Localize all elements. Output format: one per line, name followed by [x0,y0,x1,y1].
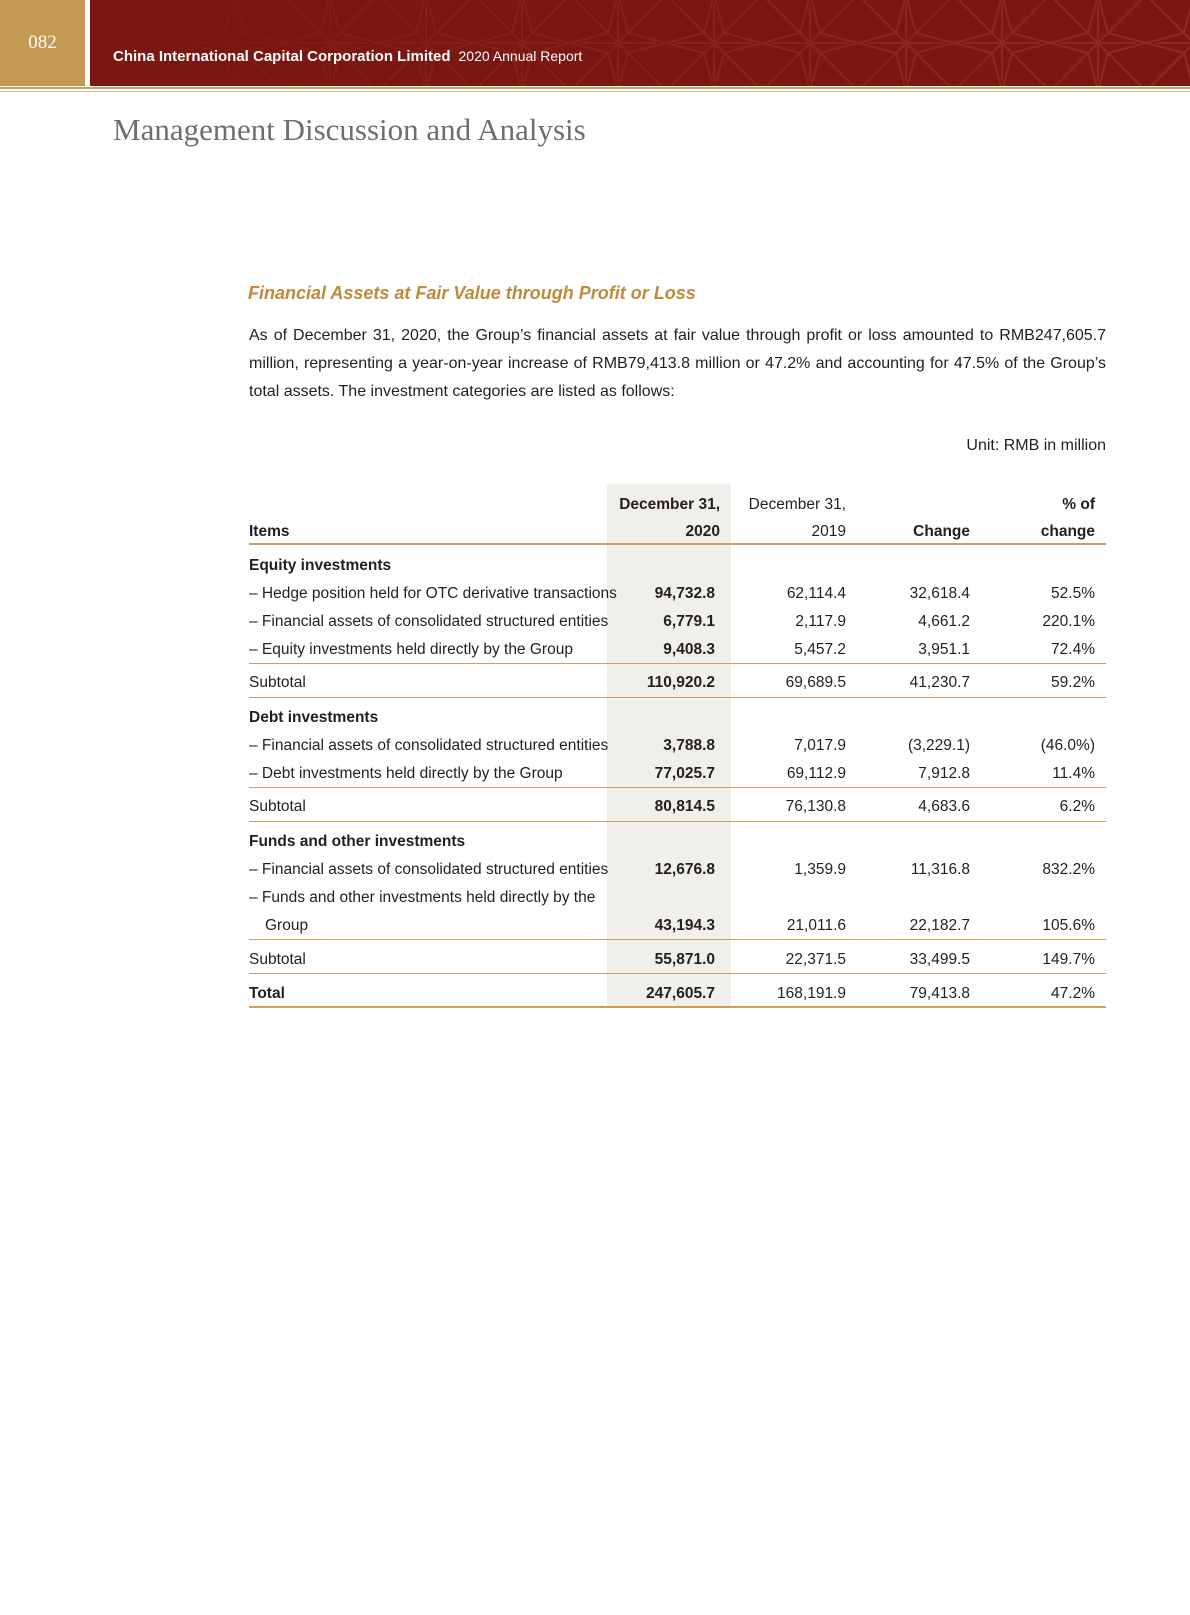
row-rule [249,663,1106,664]
value-pct: 6.2% [1059,798,1095,815]
value-change: 41,230.7 [909,674,970,691]
value-pct: 832.2% [1042,861,1095,878]
row-rule [249,939,1106,940]
value-pct: 149.7% [1042,951,1095,968]
value-change: 32,618.4 [909,585,970,602]
row-rule [249,821,1106,822]
value-2020: 12,676.8 [654,861,715,878]
value-2019: 69,689.5 [785,674,846,691]
value-2020: 80,814.5 [654,798,715,815]
company-name: China International Capital Corporation Limited [113,48,451,65]
value-change: 7,912.8 [918,765,970,782]
value-2019: 1,359.9 [794,861,846,878]
header-banner [90,0,1190,86]
header-pct-line2: change [1040,523,1095,540]
value-2019: 69,112.9 [786,765,846,782]
value-change: 79,413.8 [909,985,970,1002]
value-2019: 22,371.5 [785,951,846,968]
row-label: Debt investments [249,709,379,726]
value-2020: 6,779.1 [663,613,715,630]
table-row [249,608,1106,636]
header-pct-line1: % of [1062,496,1095,513]
report-name: 2020 Annual Report [458,48,583,64]
value-2019: 2,117.9 [795,613,846,630]
table-row [249,856,1106,884]
value-pct: 105.6% [1042,917,1095,934]
row-label: – Funds and other investments held directly by the [249,889,596,906]
row-label: Subtotal [249,951,306,968]
table-row [249,884,1106,912]
row-label: Subtotal [249,798,306,815]
value-2019: 5,457.2 [794,641,846,658]
value-2020: 77,025.7 [654,765,715,782]
table-row [249,552,1106,580]
subtotal-row [249,946,1106,974]
row-rule [249,697,1106,698]
value-2019: 62,114.4 [786,585,846,602]
value-2020: 43,194.3 [654,917,715,934]
row-label: – Hedge position held for OTC derivative transactions [249,585,617,602]
unit-label: Unit: RMB in million [966,437,1106,454]
table-row [249,912,1106,940]
value-2020: 9,408.3 [663,641,715,658]
value-change: (3,229.1) [907,737,970,754]
header-dec-2019-line2: 2019 [811,523,846,540]
header-rule-thin [0,91,1190,92]
value-change: 33,499.5 [909,951,970,968]
intro-paragraph: As of December 31, 2020, the Group’s financial assets at fair value through profit or loss amounted to RMB247,605.7 million, representing a year-on-year increase of RMB79,413.8 million or 47.2% and accounting for 47.5% of the Group’s total assets. The investment categories are listed as follows: [249,327,1106,400]
value-pct: 11.4% [1052,765,1095,782]
header-dec-2020-line1: December 31, [619,496,720,513]
value-pct: 220.1% [1042,613,1095,630]
row-label: Funds and other investments [249,833,466,850]
row-label: – Equity investments held directly by the Group [249,641,573,658]
row-label: – Financial assets of consolidated structured entities [249,861,609,878]
subtotal-row [249,793,1106,821]
row-rule [249,973,1106,974]
row-label: – Financial assets of consolidated structured entities [249,613,609,630]
row-label: Equity investments [249,557,392,574]
value-change: 3,951.1 [918,641,970,658]
value-2019: 168,191.9 [777,985,846,1002]
header-items: Items [249,523,290,540]
value-2020: 247,605.7 [646,985,715,1002]
header-rule [0,87,1190,89]
table-row [249,760,1106,788]
row-label: Group [265,917,309,934]
table-row [249,580,1106,608]
value-2020: 94,732.8 [654,585,715,602]
value-2020: 110,920.2 [646,674,715,691]
table-row [249,636,1106,664]
total-row [249,980,1106,1008]
value-pct: 52.5% [1051,585,1095,602]
page-header [0,0,1190,86]
value-pct: 47.2% [1051,985,1095,1002]
row-label: – Debt investments held directly by the Group [249,765,563,782]
row-label: – Financial assets of consolidated structured entities [249,737,609,754]
table-row [249,732,1106,760]
row-label: Total [249,985,285,1002]
row-label: Subtotal [249,674,306,691]
value-change: 11,316.8 [910,861,970,878]
header-change: Change [913,523,970,540]
value-pct: (46.0%) [1040,737,1095,754]
banner-text [113,48,582,65]
value-2020: 55,871.0 [654,951,715,968]
value-2019: 7,017.9 [794,737,846,754]
page-number: 082 [0,0,85,86]
value-2019: 21,011.6 [786,917,846,934]
subtotal-row [249,669,1106,697]
row-rule [249,787,1106,788]
value-change: 22,182.7 [909,917,970,934]
sub-heading: Financial Assets at Fair Value through Profit or Loss [248,283,696,303]
value-change: 4,683.6 [918,798,970,815]
value-2019: 76,130.8 [785,798,846,815]
total-rule [249,1006,1106,1008]
table-row [249,704,1106,732]
value-pct: 59.2% [1051,674,1095,691]
header-rule [249,543,1106,545]
section-title: Management Discussion and Analysis [113,112,586,147]
value-2020: 3,788.8 [663,737,715,754]
header-dec-2019-line1: December 31, [748,496,846,513]
value-pct: 72.4% [1051,641,1095,658]
table-row [249,828,1106,856]
banner-pattern [90,0,1190,86]
value-change: 4,661.2 [918,613,970,630]
header-dec-2020-line2: 2020 [685,523,720,540]
